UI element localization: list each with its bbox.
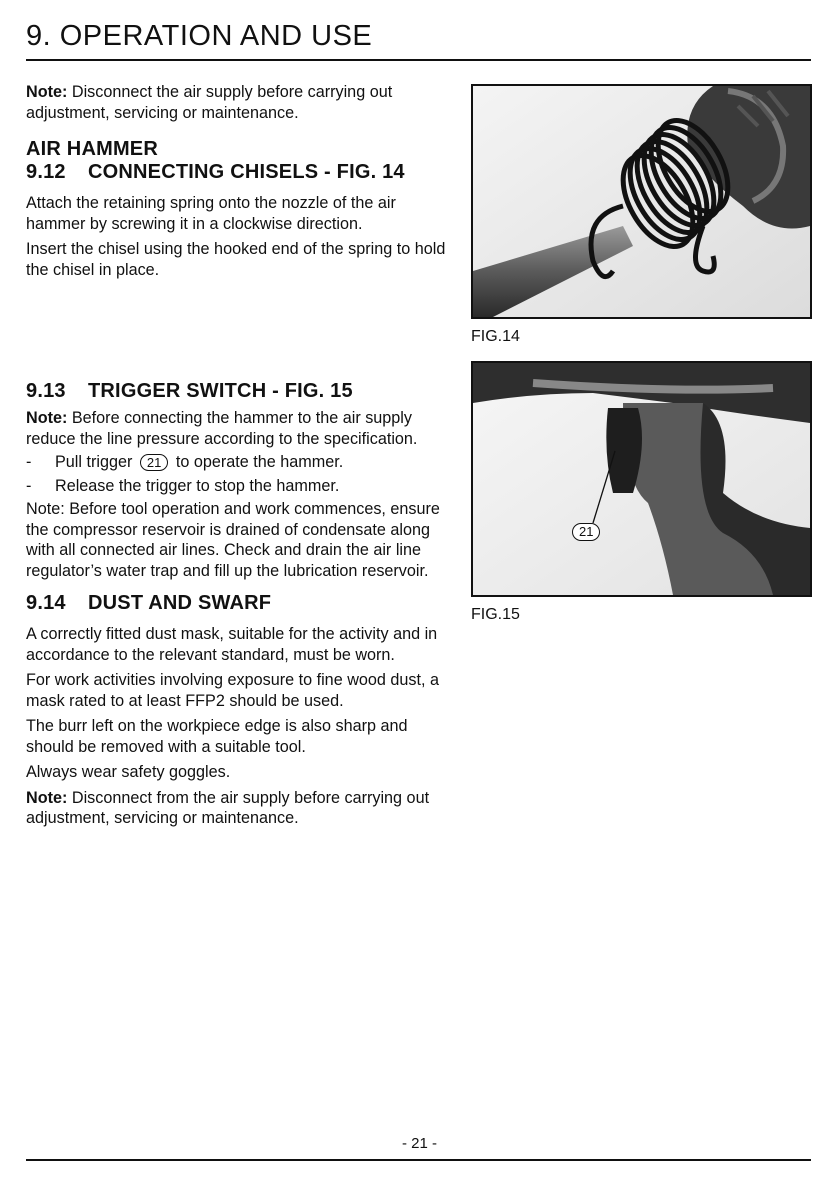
intro-note-text: Disconnect the air supply before carrying out adjustment, servicing or maintenance. xyxy=(26,83,393,122)
section-913-number: 9.13 xyxy=(26,380,66,402)
section-914-title: DUST AND SWARF xyxy=(88,592,272,614)
section-913-note-2: Note: Before tool operation and work commences, ensure the compressor reservoir is drained of condensate along with all connected air lines. Check and drain the air line regulator’s water trap and fill up the lubrication reservoir. xyxy=(26,500,440,580)
section-912-title: CONNECTING CHISELS - FIG. 14 xyxy=(88,161,405,183)
bullet-pull-trigger xyxy=(26,452,446,473)
section-914-paragraph-3: The burr left on the workpiece edge is also sharp and should be removed with a suitable tool. xyxy=(26,717,408,756)
bullet-dash: - xyxy=(26,476,32,495)
section-913-title: TRIGGER SWITCH - FIG. 15 xyxy=(88,380,353,402)
section-913-note xyxy=(26,408,446,449)
bullet-text-after: to operate the hammer. xyxy=(171,453,344,471)
chisel-spring-illustration xyxy=(473,86,810,317)
page-number: - 21 - xyxy=(401,1135,437,1152)
section-912-heading xyxy=(26,161,446,184)
section-914-paragraph-2: For work activities involving exposure to fine wood dust, a mask rated to at least FFP2 should be used. xyxy=(26,671,439,710)
bullet-dash: - xyxy=(26,453,32,471)
bullet-release-trigger xyxy=(26,476,446,497)
section-912-paragraph-2: Insert the chisel using the hooked end of the spring to hold the chisel in place. xyxy=(26,240,446,279)
bullet-text-before: Pull trigger xyxy=(55,453,137,471)
figure-15-caption: FIG.15 xyxy=(471,606,520,623)
air-hammer-heading: AIR HAMMER xyxy=(26,138,158,160)
trigger-handle-illustration xyxy=(473,363,810,595)
section-914-heading xyxy=(26,592,446,615)
section-914-number: 9.14 xyxy=(26,592,66,614)
section-913-heading xyxy=(26,380,446,403)
left-column xyxy=(26,82,446,834)
section-913-note-text: Before connecting the hammer to the air supply reduce the line pressure according to the specification. xyxy=(26,409,418,448)
figure-14-image xyxy=(471,84,812,319)
figure-15-image xyxy=(471,361,812,597)
bullet-text: Release the trigger to stop the hammer. xyxy=(55,476,340,495)
section-912-number: 9.12 xyxy=(26,161,66,183)
bullet-text xyxy=(55,452,343,473)
section-914-note-text: Disconnect from the air supply before carrying out adjustment, servicing or maintenance. xyxy=(26,788,430,827)
section-914-note-label: Note: xyxy=(26,788,68,807)
section-914-paragraph-1: A correctly fitted dust mask, suitable for the activity and in accordance to the relevant standard, must be worn. xyxy=(26,625,438,664)
section-914-paragraph-4: Always wear safety goggles. xyxy=(26,763,231,781)
intro-note xyxy=(26,82,446,123)
callout-21: 21 xyxy=(572,523,600,541)
section-913-note-label: Note: xyxy=(26,409,68,427)
section-914-note xyxy=(26,788,446,829)
intro-note-label: Note: xyxy=(26,83,68,101)
page-title: 9. OPERATION AND USE xyxy=(26,20,373,52)
figure-14-caption: FIG.14 xyxy=(471,328,520,345)
part-ref-21: 21 xyxy=(140,454,168,471)
section-912-paragraph-1: Attach the retaining spring onto the nozzle of the air hammer by screwing it in a clockwise direction. xyxy=(26,194,396,233)
footer-divider xyxy=(26,1159,811,1161)
title-divider xyxy=(26,59,811,61)
